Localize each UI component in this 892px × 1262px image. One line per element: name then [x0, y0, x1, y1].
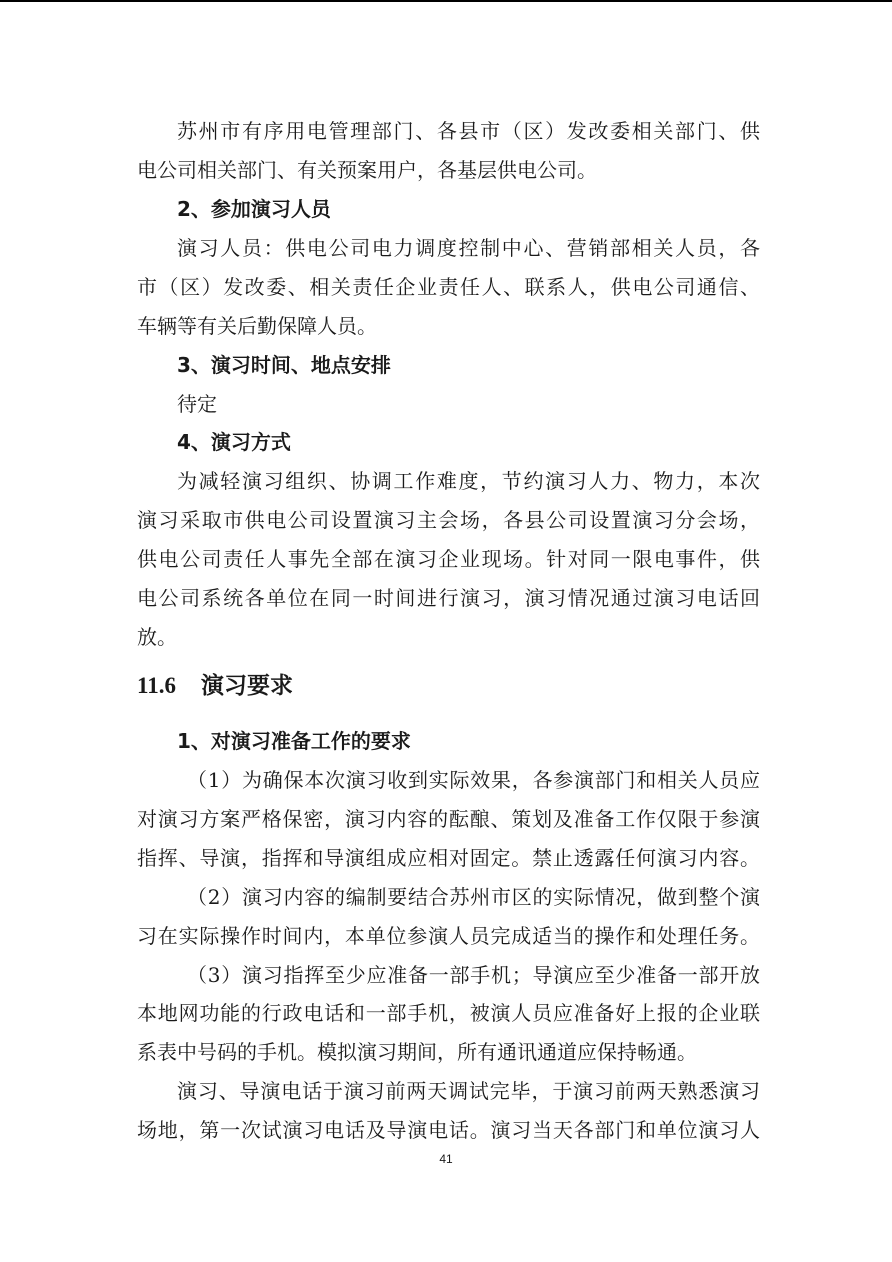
- text-line: 习在实际操作时间内，本单位参演人员完成适当的操作和处理任务。: [137, 924, 760, 948]
- top-border: [0, 0, 892, 2]
- text-line: （1）为确保本次演习收到实际效果，各参演部门和相关人员应: [187, 768, 760, 792]
- text-line: 指挥、导演，指挥和导演组成应相对固定。禁止透露任何演习内容。: [137, 846, 760, 870]
- subheading-participants: 2、参加演习人员: [177, 197, 331, 221]
- text-line: 对演习方案严格保密，演习内容的酝酿、策划及准备工作仅限于参演: [137, 807, 760, 831]
- text-line: 放。: [137, 625, 177, 649]
- text-line: （2）演习内容的编制要结合苏州市区的实际情况，做到整个演: [187, 885, 760, 909]
- text-line: 待定: [177, 392, 217, 416]
- section-number: 11.6: [137, 673, 176, 698]
- text-line: 演习采取市供电公司设置演习主会场，各县公司设置演习分会场，: [137, 508, 760, 532]
- text-line: 电公司相关部门、有关预案用户，各基层供电公司。: [137, 158, 597, 182]
- section-title: 演习要求: [201, 673, 293, 699]
- text-line: 市（区）发改委、相关责任企业责任人、联系人，供电公司通信、: [137, 275, 760, 299]
- text-line: 演习人员：供电公司电力调度控制中心、营销部相关人员，各: [177, 236, 760, 260]
- text-line: 系表中号码的手机。模拟演习期间，所有通讯通道应保持畅通。: [137, 1040, 697, 1064]
- text-line: 车辆等有关后勤保障人员。: [137, 314, 377, 338]
- subheading-preparation: 1、对演习准备工作的要求: [177, 729, 411, 753]
- text-line: 为减轻演习组织、协调工作难度，节约演习人力、物力，本次: [177, 469, 760, 493]
- text-line: 场地，第一次试演习电话及导演电话。演习当天各部门和单位演习人: [137, 1118, 760, 1142]
- section-heading: [137, 670, 293, 702]
- text-line: （3）演习指挥至少应准备一部手机；导演应至少准备一部开放: [187, 963, 760, 987]
- subheading-time-location: 3、演习时间、地点安排: [177, 353, 391, 377]
- subheading-method: 4、演习方式: [177, 430, 291, 454]
- text-line: 演习、导演电话于演习前两天调试完毕，于演习前两天熟悉演习: [177, 1079, 760, 1103]
- text-line: 苏州市有序用电管理部门、各县市（区）发改委相关部门、供: [177, 119, 760, 143]
- text-line: 本地网功能的行政电话和一部手机，被演人员应准备好上报的企业联: [137, 1001, 760, 1025]
- text-line: 电公司系统各单位在同一时间进行演习，演习情况通过演习电话回: [137, 586, 760, 610]
- text-line: 供电公司责任人事先全部在演习企业现场。针对同一限电事件，供: [137, 547, 760, 571]
- page-number: 41: [439, 1152, 453, 1166]
